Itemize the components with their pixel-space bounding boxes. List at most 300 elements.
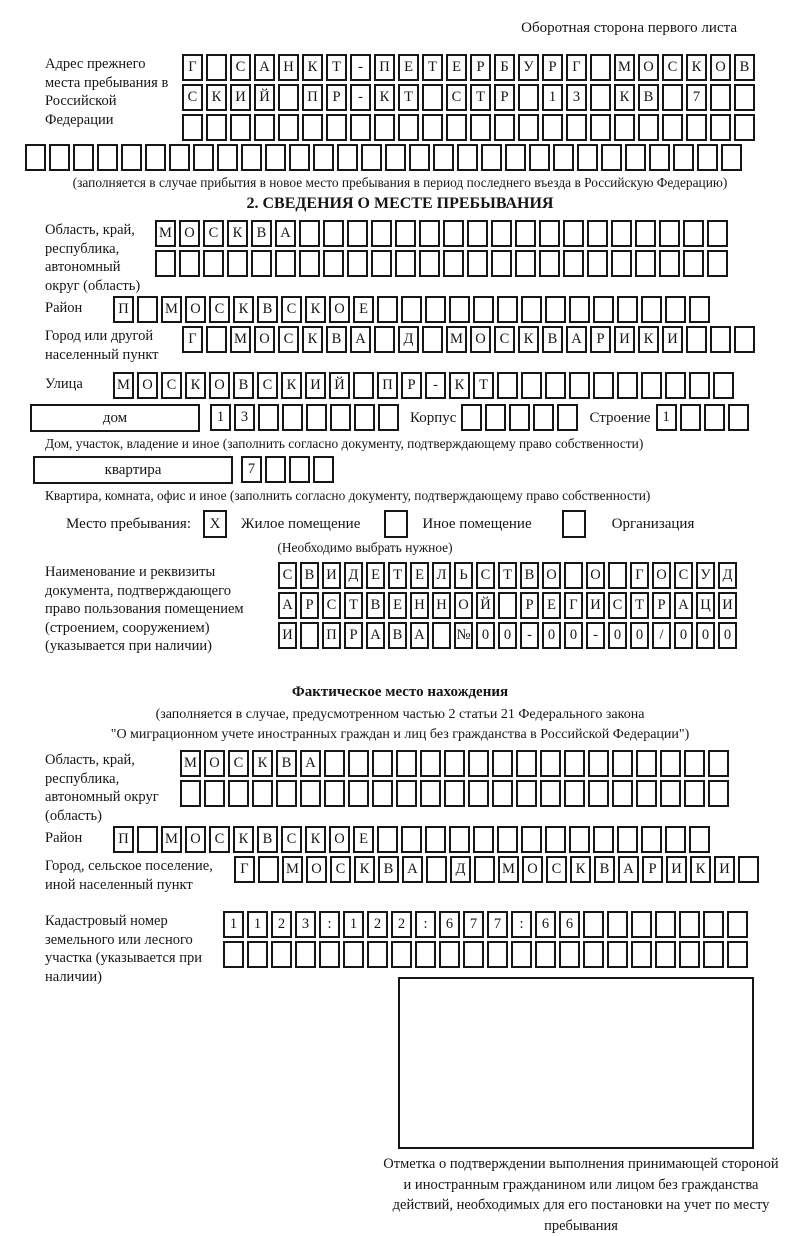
char-box xyxy=(707,220,728,247)
char-box: Е xyxy=(388,592,407,619)
char-box: В xyxy=(388,622,407,649)
char-box xyxy=(533,404,554,431)
char-box xyxy=(636,780,657,807)
char-box: 0 xyxy=(696,622,715,649)
char-box: С xyxy=(494,326,515,353)
char-box: Т xyxy=(398,84,419,111)
actual-title: Фактическое место нахождения xyxy=(291,684,509,700)
char-box xyxy=(385,144,406,171)
char-box: К xyxy=(233,296,254,323)
char-box xyxy=(182,114,203,141)
stay-option-residential-label: Жилое помещение xyxy=(241,515,361,532)
char-box xyxy=(708,780,729,807)
char-box: Р xyxy=(470,54,491,81)
char-box xyxy=(564,780,585,807)
char-box xyxy=(73,144,94,171)
char-box xyxy=(302,114,323,141)
char-box: О xyxy=(209,372,230,399)
char-box xyxy=(704,404,725,431)
char-box xyxy=(505,144,526,171)
char-box xyxy=(463,941,484,968)
char-box xyxy=(295,941,316,968)
char-box xyxy=(461,404,482,431)
char-box: А xyxy=(618,856,639,883)
char-box: С xyxy=(228,750,249,777)
char-box xyxy=(587,220,608,247)
char-box: И xyxy=(662,326,683,353)
char-box xyxy=(542,114,563,141)
char-box xyxy=(347,220,368,247)
char-box: А xyxy=(278,592,297,619)
char-box: 1 xyxy=(247,911,268,938)
char-box: М xyxy=(614,54,635,81)
house-number-row xyxy=(210,404,402,431)
char-box: В xyxy=(233,372,254,399)
char-box: У xyxy=(696,562,715,589)
char-box: П xyxy=(377,372,398,399)
char-box: 1 xyxy=(343,911,364,938)
char-box xyxy=(659,220,680,247)
char-box: О xyxy=(306,856,327,883)
char-box xyxy=(367,941,388,968)
char-box xyxy=(553,144,574,171)
char-box xyxy=(374,114,395,141)
char-box xyxy=(468,780,489,807)
char-box xyxy=(728,404,749,431)
char-box: В xyxy=(257,296,278,323)
char-box: В xyxy=(276,750,297,777)
char-box xyxy=(617,826,638,853)
char-box xyxy=(378,404,399,431)
document-row-2 xyxy=(278,592,775,619)
char-box: В xyxy=(542,326,563,353)
char-box xyxy=(636,750,657,777)
char-box xyxy=(377,296,398,323)
char-box: К xyxy=(614,84,635,111)
char-box: Й xyxy=(254,84,275,111)
char-box xyxy=(350,114,371,141)
char-box xyxy=(655,941,676,968)
char-box xyxy=(509,404,530,431)
char-box: 7 xyxy=(686,84,707,111)
char-box: У xyxy=(518,54,539,81)
char-box xyxy=(697,144,718,171)
char-box: С xyxy=(257,372,278,399)
char-box xyxy=(727,941,748,968)
char-box xyxy=(710,84,731,111)
char-box xyxy=(227,250,248,277)
char-box xyxy=(121,144,142,171)
char-box xyxy=(683,220,704,247)
char-box xyxy=(426,856,447,883)
char-box: Ц xyxy=(696,592,715,619)
char-box: К xyxy=(305,826,326,853)
char-box: В xyxy=(326,326,347,353)
char-box xyxy=(545,372,566,399)
char-box: 1 xyxy=(542,84,563,111)
char-box: К xyxy=(227,220,248,247)
char-box: 0 xyxy=(630,622,649,649)
house-row xyxy=(30,404,775,432)
char-box: О xyxy=(329,826,350,853)
char-box: 0 xyxy=(498,622,517,649)
char-box xyxy=(398,114,419,141)
char-box: К xyxy=(185,372,206,399)
char-box xyxy=(395,220,416,247)
char-box xyxy=(655,911,676,938)
char-box xyxy=(545,296,566,323)
char-box xyxy=(217,144,238,171)
region-row-2 xyxy=(155,250,775,277)
char-box xyxy=(660,780,681,807)
char-box xyxy=(518,114,539,141)
char-box: 0 xyxy=(476,622,495,649)
char-box xyxy=(204,780,225,807)
char-box: Н xyxy=(410,592,429,619)
char-box: К xyxy=(354,856,375,883)
char-box: Р xyxy=(494,84,515,111)
char-box: С xyxy=(209,296,230,323)
char-box: С xyxy=(546,856,567,883)
char-box xyxy=(611,220,632,247)
char-box: 3 xyxy=(566,84,587,111)
prev-address-label: Адрес прежнего места пребывания в Российской Федерации xyxy=(45,56,169,128)
char-box xyxy=(710,326,731,353)
char-box xyxy=(396,780,417,807)
char-box: С xyxy=(281,826,302,853)
char-box xyxy=(319,941,340,968)
cadastral-row-2 xyxy=(223,941,775,968)
char-box xyxy=(515,250,536,277)
char-box xyxy=(425,296,446,323)
char-box: В xyxy=(594,856,615,883)
char-box: И xyxy=(305,372,326,399)
char-box: О xyxy=(454,592,473,619)
stroenie-row xyxy=(656,404,752,431)
char-box xyxy=(662,114,683,141)
char-box xyxy=(521,826,542,853)
char-box xyxy=(539,250,560,277)
cadastral-row-1 xyxy=(223,911,775,938)
char-box xyxy=(497,296,518,323)
char-box xyxy=(323,220,344,247)
char-box: 0 xyxy=(674,622,693,649)
document-label: Наименование и реквизиты документа, подтверждающего право пользования помещением (строением, сооружением) (указывается при наличии) xyxy=(45,564,244,654)
char-box xyxy=(258,404,279,431)
char-box xyxy=(577,144,598,171)
char-box xyxy=(374,326,395,353)
char-box: С xyxy=(476,562,495,589)
char-box: - xyxy=(586,622,605,649)
char-box xyxy=(354,404,375,431)
char-box: 6 xyxy=(559,911,580,938)
char-box xyxy=(563,250,584,277)
char-box xyxy=(518,84,539,111)
char-box xyxy=(300,622,319,649)
char-box xyxy=(299,250,320,277)
char-box: № xyxy=(454,622,473,649)
char-box xyxy=(433,144,454,171)
char-box xyxy=(721,144,742,171)
korpus-row xyxy=(461,404,581,431)
char-box xyxy=(588,780,609,807)
actual-note-2: "О миграционном учете иностранных граждан и лиц без гражданства в Российской Федерации") xyxy=(110,727,690,742)
char-box xyxy=(271,941,292,968)
char-box xyxy=(289,144,310,171)
char-box xyxy=(564,562,583,589)
char-box: Е xyxy=(446,54,467,81)
char-box: К xyxy=(302,326,323,353)
char-box xyxy=(683,250,704,277)
char-box: А xyxy=(366,622,385,649)
char-box xyxy=(206,114,227,141)
page-side-note: Оборотная сторона первого листа xyxy=(521,20,737,36)
char-box xyxy=(348,750,369,777)
char-box xyxy=(611,250,632,277)
char-box: А xyxy=(300,750,321,777)
char-box: Е xyxy=(542,592,561,619)
char-box xyxy=(206,54,227,81)
char-box: Р xyxy=(300,592,319,619)
char-box xyxy=(660,750,681,777)
char-box: И xyxy=(718,592,737,619)
char-box xyxy=(679,941,700,968)
char-box: С xyxy=(322,592,341,619)
cadastral-block xyxy=(25,911,775,985)
char-box xyxy=(443,250,464,277)
char-box xyxy=(97,144,118,171)
stay-type-label: Место пребывания: xyxy=(66,515,191,532)
char-box: - xyxy=(350,84,371,111)
char-box xyxy=(230,114,251,141)
prev-address-row-1 xyxy=(182,54,775,81)
actual-district-label: Район xyxy=(45,830,83,846)
char-box: А xyxy=(275,220,296,247)
district-row xyxy=(113,296,713,323)
char-box: О xyxy=(470,326,491,353)
char-box: П xyxy=(322,622,341,649)
char-box xyxy=(641,372,662,399)
char-box xyxy=(419,220,440,247)
char-box: О xyxy=(522,856,543,883)
char-box xyxy=(492,750,513,777)
char-box: Д xyxy=(344,562,363,589)
char-box xyxy=(587,250,608,277)
char-box xyxy=(593,296,614,323)
char-box xyxy=(420,780,441,807)
char-box: Е xyxy=(410,562,429,589)
cadastral-label: Кадастровый номер земельного или лесного участка (указывается при наличии) xyxy=(45,913,202,985)
char-box: Т xyxy=(470,84,491,111)
char-box xyxy=(306,404,327,431)
char-box xyxy=(727,911,748,938)
char-box xyxy=(583,941,604,968)
char-box xyxy=(631,941,652,968)
char-box xyxy=(25,144,46,171)
char-box: Й xyxy=(329,372,350,399)
char-box: К xyxy=(686,54,707,81)
stamp-box xyxy=(398,977,754,1149)
char-box xyxy=(686,114,707,141)
char-box: К xyxy=(305,296,326,323)
char-box xyxy=(738,856,759,883)
char-box xyxy=(665,296,686,323)
char-box xyxy=(276,780,297,807)
char-box xyxy=(539,220,560,247)
stay-option-organization-checkbox xyxy=(562,510,586,538)
char-box xyxy=(684,780,705,807)
char-box: А xyxy=(566,326,587,353)
char-box: С xyxy=(446,84,467,111)
char-box xyxy=(323,250,344,277)
char-box: М xyxy=(161,296,182,323)
char-box xyxy=(641,296,662,323)
char-box xyxy=(680,404,701,431)
char-box: Г xyxy=(234,856,255,883)
char-box xyxy=(155,250,176,277)
char-box xyxy=(641,826,662,853)
char-box: И xyxy=(322,562,341,589)
char-box xyxy=(432,622,451,649)
char-box: И xyxy=(614,326,635,353)
char-box: О xyxy=(204,750,225,777)
char-box xyxy=(707,250,728,277)
char-box: 7 xyxy=(241,456,262,483)
char-box xyxy=(485,404,506,431)
char-box xyxy=(180,780,201,807)
char-box: А xyxy=(402,856,423,883)
char-box: М xyxy=(446,326,467,353)
char-box xyxy=(649,144,670,171)
char-box xyxy=(241,144,262,171)
char-box xyxy=(252,780,273,807)
char-box: В xyxy=(257,826,278,853)
char-box: : xyxy=(319,911,340,938)
house-label-box: дом xyxy=(30,404,200,432)
char-box: О xyxy=(254,326,275,353)
document-row-3 xyxy=(278,622,775,649)
char-box xyxy=(564,750,585,777)
char-box xyxy=(449,296,470,323)
char-box xyxy=(422,326,443,353)
document-row-1 xyxy=(278,562,775,589)
char-box: К xyxy=(206,84,227,111)
char-box xyxy=(299,220,320,247)
char-box: Й xyxy=(476,592,495,619)
char-box: Л xyxy=(432,562,451,589)
char-box: 2 xyxy=(271,911,292,938)
apartment-note: Квартира, комната, офис и иное (заполнить согласно документу, подтверждающему право собственности) xyxy=(45,488,651,503)
char-box xyxy=(617,296,638,323)
char-box xyxy=(467,220,488,247)
char-box xyxy=(612,750,633,777)
stamp-caption: Отметка о подтверждении выполнения принимающей стороной и иностранным гражданином или лицом без гражданства действий, необходимых для его постановки на учет по месту пребывания xyxy=(383,1156,779,1234)
char-box: К xyxy=(570,856,591,883)
actual-region-row-2 xyxy=(180,780,775,807)
actual-region-row-1 xyxy=(180,750,775,777)
char-box: 6 xyxy=(439,911,460,938)
char-box xyxy=(569,372,590,399)
char-box: О xyxy=(329,296,350,323)
prev-address-row-3 xyxy=(182,114,775,141)
char-box xyxy=(446,114,467,141)
char-box xyxy=(487,941,508,968)
char-box xyxy=(569,296,590,323)
char-box xyxy=(422,84,443,111)
city-label: Город или другой населенный пункт xyxy=(45,328,159,363)
char-box xyxy=(401,296,422,323)
char-box xyxy=(659,250,680,277)
char-box: Т xyxy=(344,592,363,619)
actual-city-row xyxy=(234,856,775,883)
prev-address-row-2 xyxy=(182,84,775,111)
stay-option-other-checkbox xyxy=(384,510,408,538)
char-box xyxy=(593,826,614,853)
char-box xyxy=(590,54,611,81)
char-box xyxy=(425,826,446,853)
char-box: П xyxy=(113,826,134,853)
prev-address-note: (заполняется в случае прибытия в новое место пребывания в период последнего въезда в Российскую Федерацию) xyxy=(72,175,728,190)
char-box: С xyxy=(662,54,683,81)
char-box: Е xyxy=(353,826,374,853)
char-box xyxy=(515,220,536,247)
char-box xyxy=(275,250,296,277)
char-box: И xyxy=(714,856,735,883)
char-box: К xyxy=(638,326,659,353)
char-box xyxy=(371,220,392,247)
stay-type-row xyxy=(25,509,775,539)
char-box: - xyxy=(425,372,446,399)
char-box xyxy=(686,326,707,353)
document-block xyxy=(25,562,775,674)
char-box xyxy=(313,456,334,483)
char-box: С xyxy=(278,562,297,589)
char-box xyxy=(617,372,638,399)
char-box xyxy=(470,114,491,141)
char-box xyxy=(474,856,495,883)
char-box xyxy=(679,911,700,938)
char-box xyxy=(583,911,604,938)
char-box xyxy=(713,372,734,399)
char-box: Р xyxy=(344,622,363,649)
char-box xyxy=(710,114,731,141)
char-box xyxy=(377,826,398,853)
korpus-label: Корпус xyxy=(410,410,457,426)
char-box: М xyxy=(180,750,201,777)
char-box xyxy=(258,856,279,883)
char-box: С xyxy=(330,856,351,883)
char-box: Г xyxy=(182,326,203,353)
char-box: С xyxy=(230,54,251,81)
prev-address-row-4 xyxy=(25,144,775,171)
char-box: В xyxy=(378,856,399,883)
char-box: О xyxy=(586,562,605,589)
char-box: 0 xyxy=(542,622,561,649)
char-box: Е xyxy=(353,296,374,323)
char-box xyxy=(137,826,158,853)
char-box xyxy=(529,144,550,171)
stay-type-note: (Необходимо выбрать нужное) xyxy=(277,540,453,555)
char-box xyxy=(689,826,710,853)
char-box: 1 xyxy=(656,404,677,431)
char-box: М xyxy=(282,856,303,883)
char-box: С xyxy=(674,562,693,589)
char-box xyxy=(734,84,755,111)
char-box xyxy=(401,826,422,853)
char-box xyxy=(498,592,517,619)
char-box xyxy=(467,250,488,277)
char-box: О xyxy=(710,54,731,81)
